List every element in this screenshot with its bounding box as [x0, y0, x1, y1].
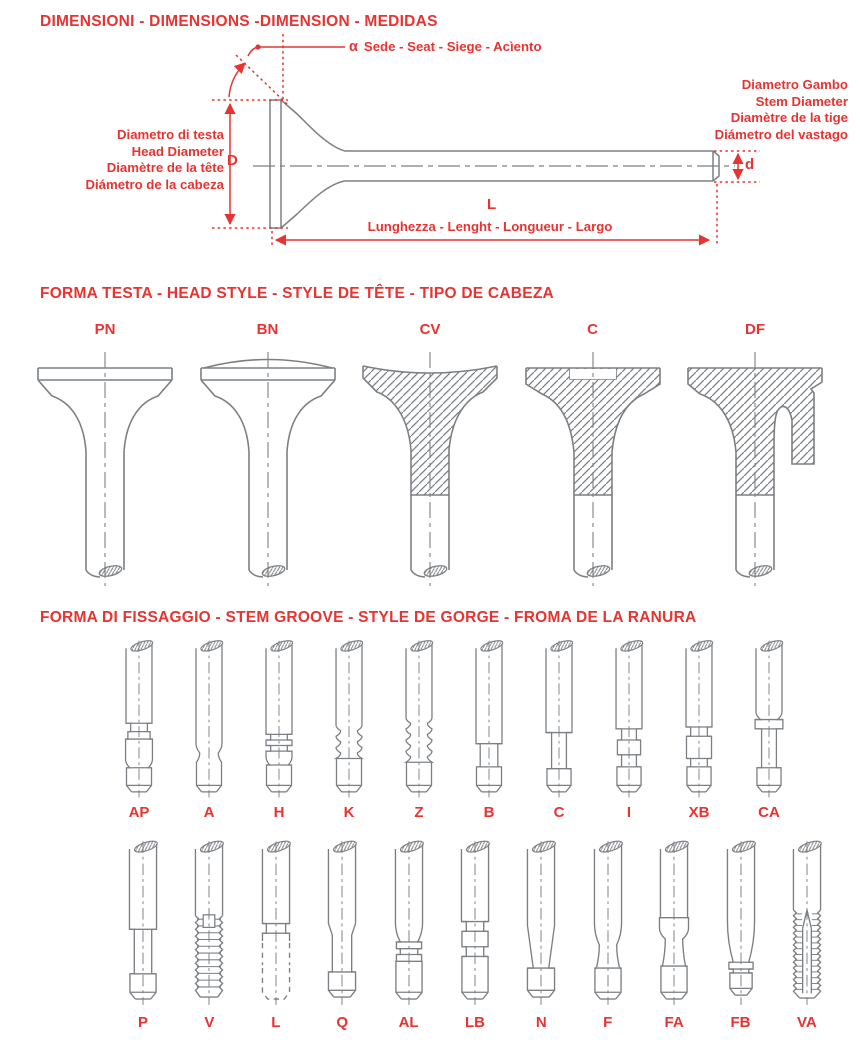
head-diameter-line-it: Diametro di testa [117, 127, 224, 142]
diagram-item-AP [108, 638, 170, 823]
diagram-item-B [458, 638, 520, 823]
diagram-item-L [245, 836, 307, 1033]
diagram-item-Q [311, 836, 373, 1033]
diagram-item-label: C [553, 804, 565, 821]
diagram-item-Z [388, 638, 450, 823]
diagram-item-label: V [204, 1014, 215, 1031]
dimension-D-symbol: D [227, 152, 238, 169]
length-label: Lunghezza - Lenght - Longueur - Largo [367, 219, 613, 234]
head-diameter-labels [64, 127, 224, 193]
diagram-item-label: B [483, 804, 495, 821]
stem-groove-drawing-Q [312, 836, 372, 1013]
diagram-item-BN [193, 320, 343, 590]
stem-groove-drawing-Z [389, 638, 449, 803]
diagram-item-label: FB [730, 1014, 751, 1031]
stem-groove-drawing-LB [445, 836, 505, 1013]
diagram-item-label: K [343, 804, 355, 821]
diagram-item-DF [680, 320, 830, 590]
diagram-item-label: CA [758, 804, 780, 821]
head-style-drawing-DF [680, 340, 830, 590]
diagram-item-CA [738, 638, 800, 823]
diagram-item-V [178, 836, 240, 1033]
head-diameter-line-en: Head Diameter [131, 143, 224, 159]
stem-groove-drawing-VA [777, 836, 837, 1013]
diagram-item-K [318, 638, 380, 823]
dimensions-section-title: DIMENSIONI - DIMENSIONS -DIMENSION - MEDIDAS [40, 13, 438, 30]
diagram-item-C [518, 320, 668, 590]
stem-groove-drawing-A [179, 638, 239, 803]
stem-groove-section-title: FORMA DI FISSAGGIO - STEM GROOVE - STYLE DE GORGE - FROMA DE LA RANURA [40, 609, 697, 626]
head-style-section-title: FORMA TESTA - HEAD STYLE - STYLE DE TÊTE - TIPO DE CABEZA [40, 285, 554, 302]
diagram-item-FB [710, 836, 772, 1033]
stem-groove-drawing-C [529, 638, 589, 803]
diagram-item-VA [776, 836, 838, 1033]
stem-diameter-line-en: Stem Diameter [755, 93, 848, 109]
diagram-item-H [248, 638, 310, 823]
head-style-drawing-BN [193, 340, 343, 590]
dimension-L-symbol: L [487, 196, 497, 213]
diagram-item-label: L [271, 1014, 281, 1031]
stem-groove-drawing-FA [644, 836, 704, 1013]
stem-groove-drawing-XB [669, 638, 729, 803]
stem-groove-drawing-AL [379, 836, 439, 1013]
stem-groove-drawing-K [319, 638, 379, 803]
diagram-item-P [112, 836, 174, 1033]
diagram-item-label: F [603, 1014, 613, 1031]
stem-groove-drawing-FB [711, 836, 771, 1013]
stem-diameter-labels [688, 77, 848, 143]
stem-groove-row-2 [112, 836, 838, 1033]
diagram-item-label: C [587, 321, 598, 338]
stem-groove-drawing-AP [109, 638, 169, 803]
stem-groove-drawing-N [511, 836, 571, 1013]
stem-groove-drawing-L [246, 836, 306, 1013]
stem-diameter-line-it: Diametro Gambo [741, 77, 848, 92]
stem-groove-drawing-B [459, 638, 519, 803]
diagram-item-FA [643, 836, 705, 1033]
diagram-item-AL [378, 836, 440, 1033]
stem-diameter-line-fr: Diamètre de la tige [730, 110, 848, 125]
diagram-item-label: Q [336, 1014, 348, 1031]
diagram-item-label: PN [94, 321, 116, 338]
stem-groove-drawing-V [179, 836, 239, 1013]
stem-groove-drawing-I [599, 638, 659, 803]
diagram-item-label: DF [745, 321, 765, 338]
diagram-item-A [178, 638, 240, 823]
head-diameter-line-es: Diámetro de la cabeza [85, 176, 224, 192]
head-style-row [30, 320, 830, 590]
diagram-item-label: I [626, 804, 632, 821]
diagram-item-label: AL [398, 1014, 419, 1031]
diagram-item-label: H [273, 804, 285, 821]
seat-label-text: Sede - Seat - Siege - Acìento [363, 39, 542, 54]
stem-diameter-line-es: Diámetro del vastago [714, 126, 848, 142]
stem-groove-drawing-H [249, 638, 309, 803]
head-style-drawing-PN [30, 340, 180, 590]
diagram-item-label: VA [797, 1014, 817, 1031]
head-diameter-line-fr: Diamètre de la tête [106, 160, 224, 175]
diagram-item-XB [668, 638, 730, 823]
diagram-item-label: P [137, 1014, 148, 1031]
diagram-item-label: FA [664, 1014, 684, 1031]
alpha-symbol: α [349, 39, 358, 55]
stem-groove-row-1 [108, 638, 800, 823]
diagram-item-label: XB [688, 804, 710, 821]
diagram-item-label: LB [464, 1014, 485, 1031]
stem-groove-drawing-F [578, 836, 638, 1013]
head-style-drawing-CV [355, 340, 505, 590]
stem-groove-drawing-CA [739, 638, 799, 803]
diagram-item-label: N [535, 1014, 547, 1031]
head-style-drawing-C [518, 340, 668, 590]
diagram-item-N [510, 836, 572, 1033]
diagram-item-LB [444, 836, 506, 1033]
diagram-item-PN [30, 320, 180, 590]
diagram-item-label: A [203, 804, 215, 821]
diagram-item-label: AP [128, 804, 150, 821]
diagram-item-C [528, 638, 590, 823]
diagram-item-label: Z [414, 804, 424, 821]
seat-angle-label [349, 39, 542, 55]
diagram-item-F [577, 836, 639, 1033]
diagram-item-I [598, 638, 660, 823]
stem-groove-drawing-P [113, 836, 173, 1013]
diagram-item-label: CV [419, 321, 441, 338]
diagram-item-label: BN [256, 321, 279, 338]
dimension-d-symbol: d [745, 156, 755, 173]
diagram-item-CV [355, 320, 505, 590]
